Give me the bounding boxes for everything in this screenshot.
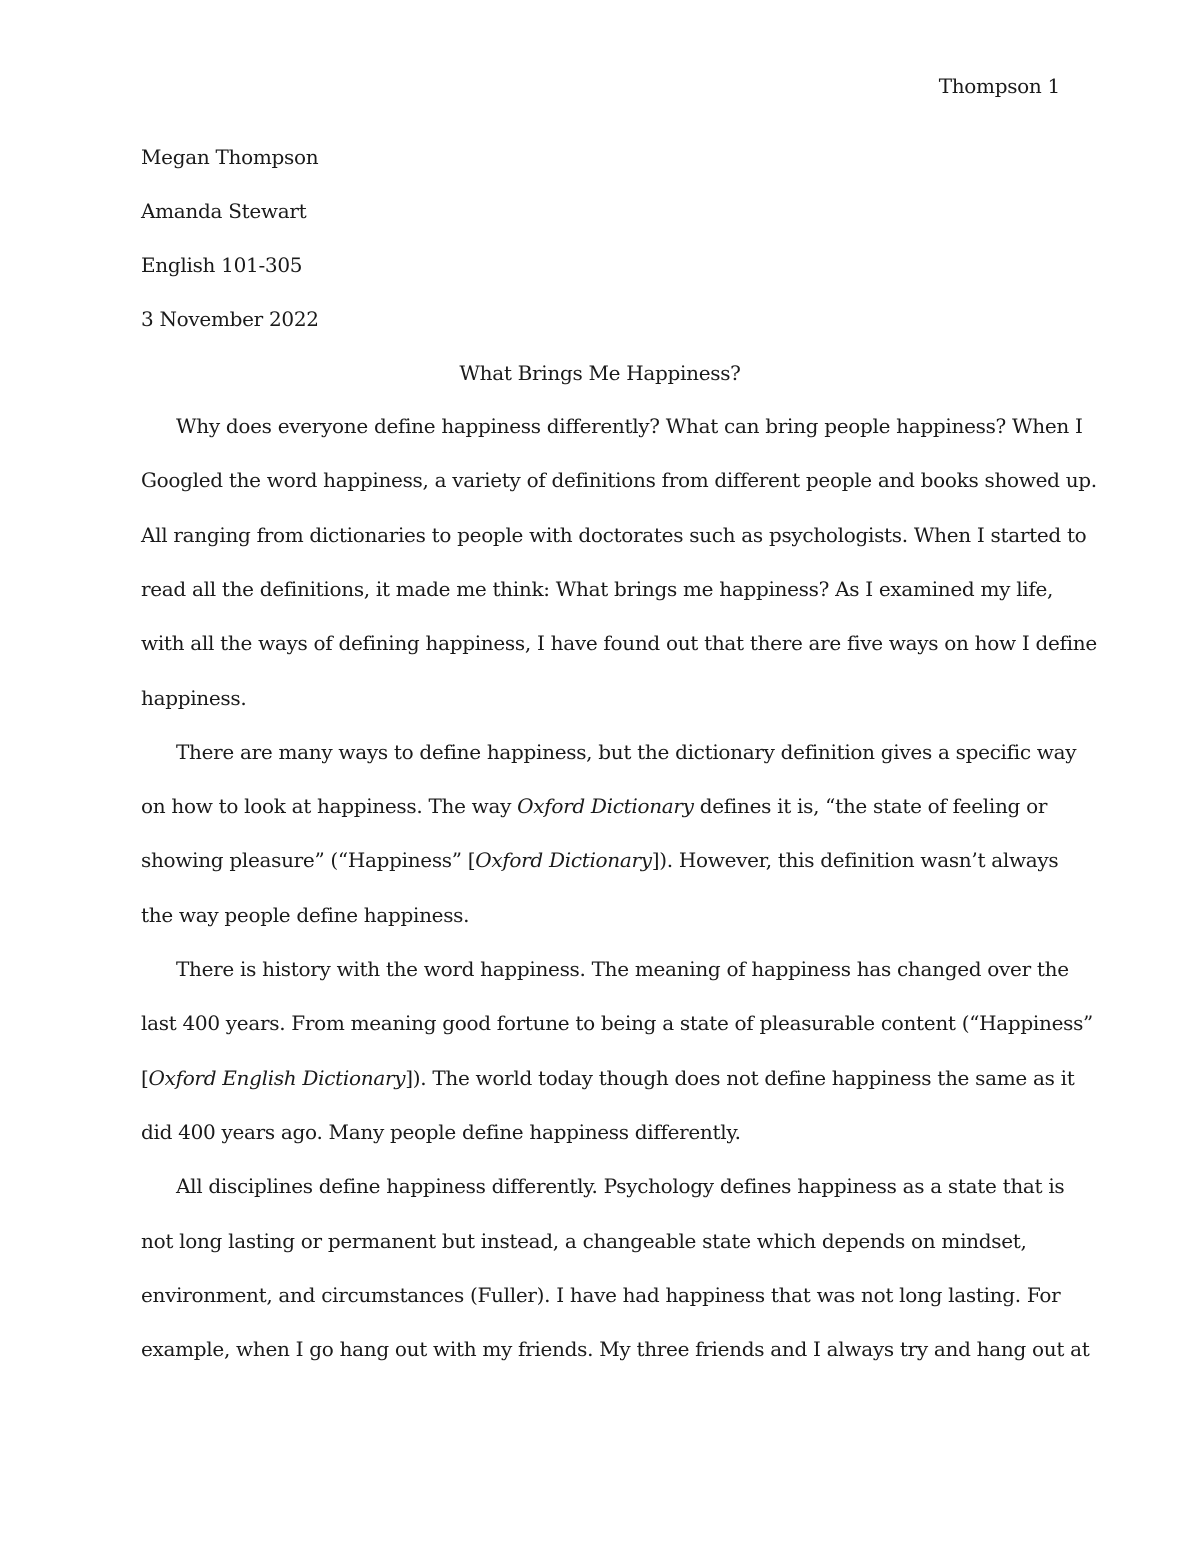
instructor-name: Amanda Stewart <box>141 199 307 223</box>
paragraph-4-line: example, when I go hang out with my friends. My three friends and I always try and hang out at <box>141 1337 1090 1362</box>
paragraph-2-line: the way people define happiness. <box>141 902 470 927</box>
course-name: English 101-305 <box>141 253 303 277</box>
italic-title: Oxford Dictionary <box>475 848 652 873</box>
paragraph-1-line: read all the definitions, it made me think: What brings me happiness? As I examined my life, <box>141 576 1054 601</box>
paragraph-4-line: not long lasting or permanent but instead, a changeable state which depends on mindset, <box>141 1228 1027 1253</box>
paragraph-2-line: on how to look at happiness. The way Oxford Dictionary defines it is, “the state of feeling or <box>141 794 1048 819</box>
running-head: Thompson 1 <box>938 74 1060 98</box>
mla-header-block <box>141 144 319 360</box>
student-name: Megan Thompson <box>141 145 319 169</box>
paragraph-1-line: Why does everyone define happiness differently? What can bring people happiness? When I <box>176 414 1083 438</box>
paragraph-4-line: environment, and circumstances (Fuller). I have had happiness that was not long lasting. For <box>141 1282 1061 1307</box>
italic-title: Oxford Dictionary <box>517 794 694 819</box>
paragraph-2-line: showing pleasure” (“Happiness” [Oxford Dictionary]). However, this definition wasn’t always <box>141 848 1059 873</box>
paragraph-4-line: All disciplines define happiness differently. Psychology defines happiness as a state that is <box>176 1174 1065 1199</box>
date: 3 November 2022 <box>141 307 319 331</box>
paragraph-3-line: There is history with the word happiness. The meaning of happiness has changed over the <box>176 957 1069 981</box>
paragraph-3-line: [Oxford English Dictionary]). The world today though does not define happiness the same as it <box>141 1065 1075 1090</box>
italic-title: Oxford English Dictionary <box>148 1065 406 1090</box>
essay-title: What Brings Me Happiness? <box>459 361 741 385</box>
paragraph-3-line: did 400 years ago. Many people define happiness differently. <box>141 1119 741 1144</box>
paragraph-2-line: There are many ways to define happiness, but the dictionary definition gives a specific way <box>176 739 1077 764</box>
paragraph-3-line: last 400 years. From meaning good fortune to being a state of pleasurable content (“Happiness” <box>141 1011 1093 1036</box>
paragraph-1-line: with all the ways of defining happiness, I have found out that there are five ways on how I define <box>141 631 1097 656</box>
paragraph-1-line: Googled the word happiness, a variety of definitions from different people and books showed up. <box>141 468 1097 493</box>
paragraph-1-line: All ranging from dictionaries to people with doctorates such as psychologists. When I started to <box>141 522 1087 547</box>
paragraph-1-line: happiness. <box>141 685 247 710</box>
